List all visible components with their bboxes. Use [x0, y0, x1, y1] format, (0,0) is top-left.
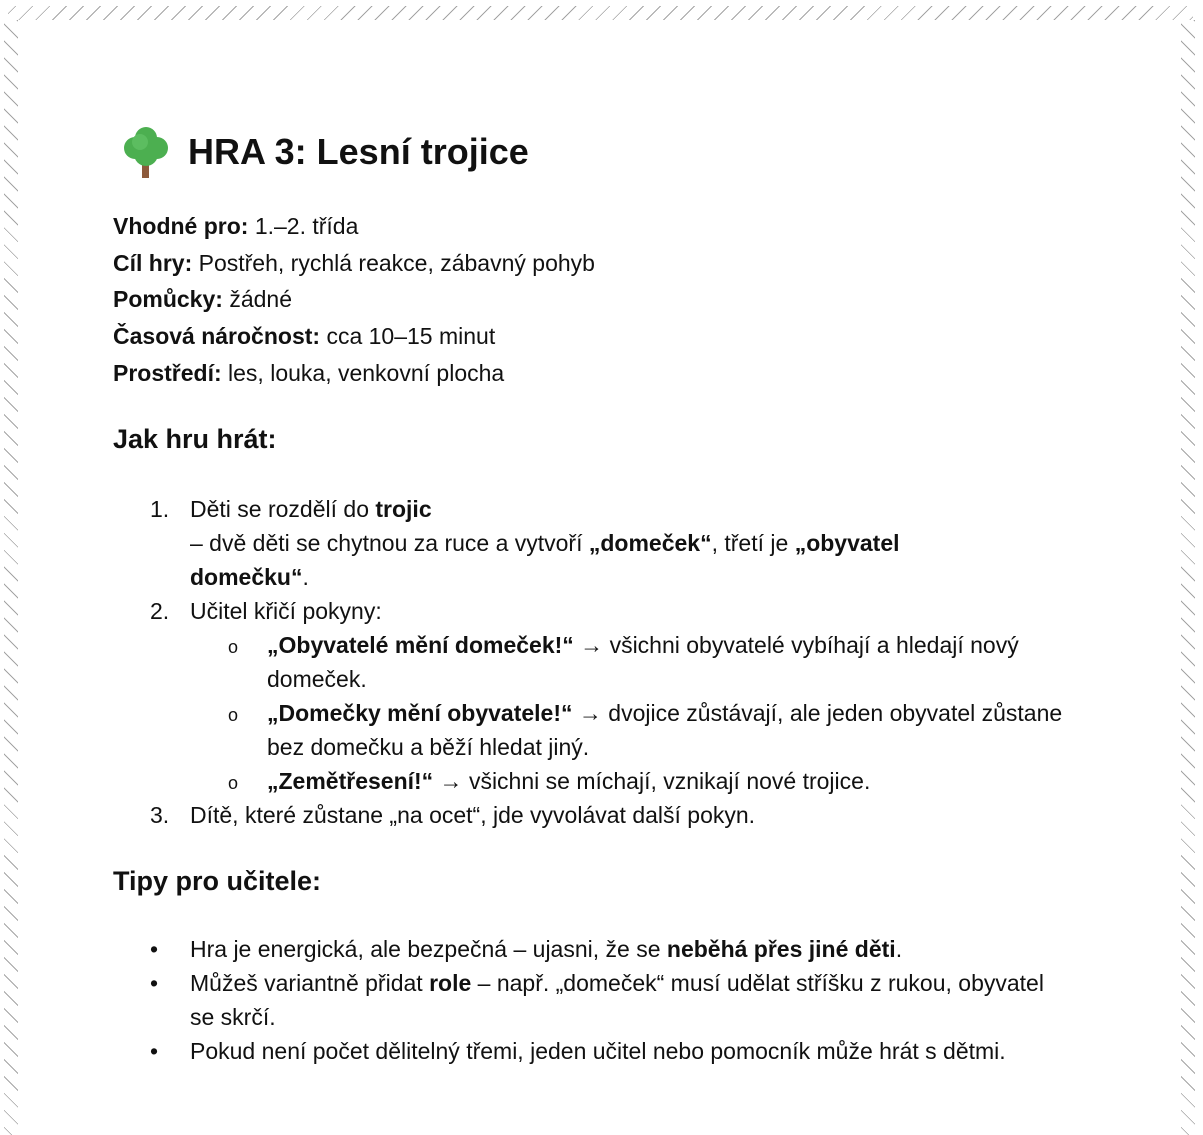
- list-item: • Hra je energická, ale bezpečná – ujasni, že se neběhá přes jiné děti.: [150, 932, 1110, 966]
- info-suitable-for: Vhodné pro: 1.–2. třída: [113, 213, 359, 239]
- info-duration: Časová náročnost: cca 10–15 minut: [113, 323, 496, 350]
- title-row: [122, 120, 529, 184]
- list-number: 3.: [150, 802, 170, 828]
- sub-list-item: o „Obyvatelé mění domeček!“ → všichni obyvatelé vybíhají a hledají nový domeček.: [228, 632, 1019, 692]
- page-border-right: [1181, 20, 1195, 1135]
- page-title: HRA 3: Lesní trojice: [188, 131, 529, 172]
- tips-list: [150, 932, 1110, 1068]
- info-tools: Pomůcky: žádné: [113, 286, 292, 313]
- list-item: 3. Dítě, které zůstane „na ocet“, jde vyvolávat další pokyn.: [150, 798, 1110, 832]
- sub-list-item: o „Domečky mění obyvatele!“ → dvojice zůstávají, ale jeden obyvatel zůstane bez domečku a běží hledat jiný.: [228, 700, 1063, 760]
- how-to-play-heading: Jak hru hrát:: [113, 424, 277, 454]
- info-environment: Prostředí: les, louka, venkovní plocha: [113, 359, 505, 386]
- circle-bullet-icon: o: [228, 637, 239, 657]
- page-border-top: [8, 6, 1193, 20]
- list-item: • Můžeš variantně přidat role – např. „domeček“ musí udělat stříšku z rukou, obyvatel se skrčí.: [150, 966, 1110, 1034]
- bullet-icon: •: [150, 936, 159, 962]
- bullet-icon: •: [150, 1038, 159, 1064]
- steps-list: [150, 492, 1110, 832]
- deciduous-tree-icon: [122, 124, 170, 180]
- circle-bullet-icon: o: [228, 705, 239, 725]
- sub-list-item: o „Zemětřesení!“ → všichni se míchají, vznikají nové trojice.: [150, 764, 1110, 798]
- list-number: 1.: [150, 496, 170, 522]
- game-info: [113, 208, 595, 392]
- list-item: 1. Děti se rozdělí do trojic – dvě děti se chytnou za ruce a vytvoří „domeček“, třetí je „obyvatel domečku“.: [150, 492, 1110, 594]
- list-number: 2.: [150, 598, 170, 624]
- bullet-icon: •: [150, 970, 159, 996]
- circle-bullet-icon: o: [228, 773, 239, 793]
- tips-heading: Tipy pro učitele:: [113, 866, 322, 896]
- info-goal: Cíl hry: Postřeh, rychlá reakce, zábavný pohyb: [113, 249, 595, 276]
- list-item: 2. Učitel křičí pokyny:: [150, 594, 1110, 628]
- list-item: • Pokud není počet dělitelný třemi, jeden učitel nebo pomocník může hrát s dětmi.: [150, 1034, 1110, 1068]
- page-border-left: [4, 20, 18, 1135]
